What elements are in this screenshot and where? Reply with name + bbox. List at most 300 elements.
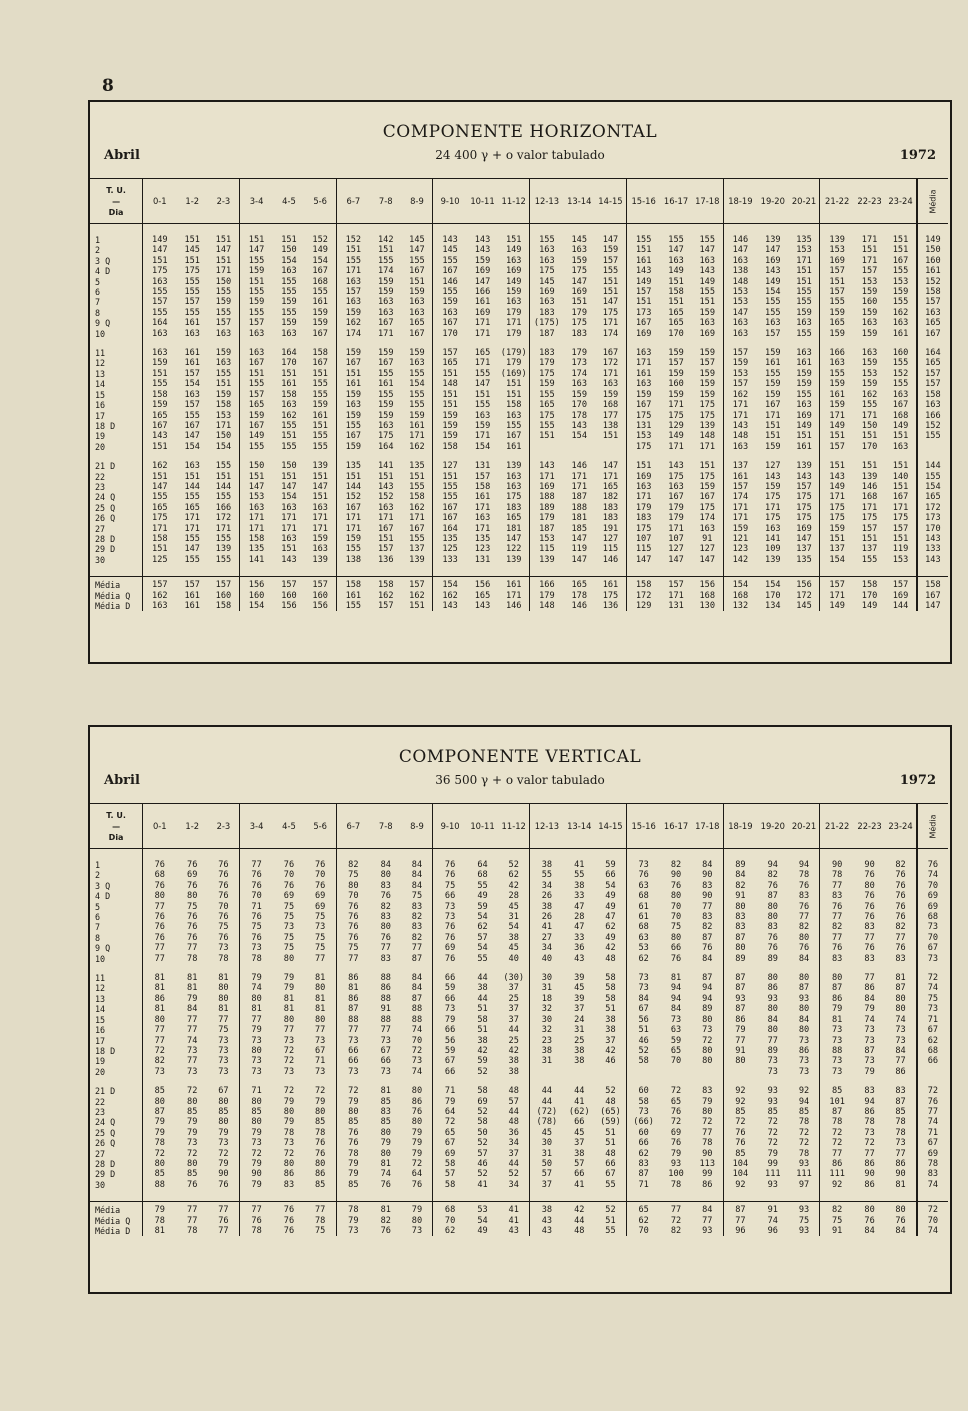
mean-value-cell: 158 bbox=[370, 577, 401, 591]
value-cell: 159 bbox=[571, 389, 588, 400]
value-cell: 167 bbox=[409, 266, 425, 277]
value-cell: 73 bbox=[239, 1067, 273, 1077]
day-label: 12 bbox=[95, 983, 106, 994]
value-cell: 101 bbox=[820, 1097, 854, 1107]
value-cell: 94 bbox=[670, 983, 682, 994]
value-cell: 93 bbox=[798, 993, 810, 1004]
value-cell: 169 bbox=[765, 255, 781, 266]
mean-value-cell: 168 bbox=[723, 591, 757, 601]
value-cell: 94 bbox=[670, 993, 682, 1004]
value-cell: 147 bbox=[143, 482, 177, 492]
value-cell: 161 bbox=[184, 358, 200, 369]
value-cell: 157 bbox=[820, 287, 854, 297]
value-cell: 155 bbox=[312, 389, 328, 400]
value-cell: 155 bbox=[474, 400, 491, 411]
value-cell: 159 bbox=[336, 534, 370, 544]
hour-header: 13-14 bbox=[564, 179, 595, 224]
value-cell: 77 bbox=[315, 953, 326, 964]
value-cell: 37 bbox=[605, 1035, 616, 1046]
daily-mean-cell: 165 bbox=[917, 358, 948, 368]
value-cell: 93 bbox=[767, 1096, 778, 1107]
value-cell: 170 bbox=[668, 328, 684, 339]
value-cell: 149 bbox=[312, 245, 328, 256]
value-cell: 170 bbox=[861, 441, 878, 452]
value-cell: 77 bbox=[702, 1127, 713, 1138]
value-cell: 47 bbox=[574, 901, 585, 912]
value-cell: 73 bbox=[315, 1066, 326, 1077]
value-cell: 86 bbox=[864, 983, 875, 994]
value-cell: 171 bbox=[571, 481, 588, 492]
value-cell: 57 bbox=[477, 932, 488, 943]
value-cell: 86 bbox=[767, 983, 778, 994]
value-cell: 155 bbox=[239, 256, 273, 266]
value-cell: 173 bbox=[571, 358, 588, 369]
value-cell: 73 bbox=[767, 1066, 778, 1077]
value-cell: 80 bbox=[336, 1107, 370, 1117]
mean-value-cell: 77 bbox=[239, 1202, 273, 1216]
value-cell: 151 bbox=[312, 368, 328, 379]
value-cell bbox=[564, 1067, 595, 1077]
value-cell: 171 bbox=[820, 411, 854, 421]
value-cell: 76 bbox=[239, 933, 273, 943]
value-cell: 168 bbox=[861, 492, 878, 503]
value-cell: 155 bbox=[433, 492, 467, 502]
daily-mean-cell: 76 bbox=[917, 860, 948, 870]
value-cell: 179 bbox=[668, 502, 684, 513]
table-row bbox=[90, 1180, 948, 1190]
value-cell: 80 bbox=[239, 1117, 273, 1127]
value-cell: 44 bbox=[508, 1106, 519, 1117]
value-cell: 76 bbox=[315, 880, 326, 891]
value-cell: 80 bbox=[798, 932, 810, 943]
hour-header: 12-13 bbox=[530, 179, 564, 224]
daily-mean-cell: 165 bbox=[917, 492, 948, 502]
daily-mean-cell: 157 bbox=[917, 379, 948, 389]
value-cell: 151 bbox=[312, 420, 328, 431]
value-cell: 80 bbox=[864, 880, 875, 891]
value-cell: 159 bbox=[215, 389, 232, 400]
value-cell: 159 bbox=[336, 308, 370, 318]
value-cell: 147 bbox=[239, 482, 273, 492]
value-cell: 155 bbox=[409, 389, 425, 400]
value-cell: 155 bbox=[892, 297, 909, 308]
value-cell: 139 bbox=[505, 554, 522, 565]
day-label: 26 Q bbox=[95, 1138, 116, 1149]
value-cell: 163 bbox=[505, 297, 522, 308]
value-cell bbox=[692, 1067, 723, 1077]
value-cell: 83 bbox=[283, 1179, 295, 1190]
value-cell: 93 bbox=[723, 994, 757, 1004]
value-cell: 163 bbox=[184, 328, 200, 339]
value-cell: 155 bbox=[699, 287, 715, 298]
table-row bbox=[90, 369, 948, 379]
value-cell: 72 bbox=[723, 1117, 757, 1127]
value-cell: 150 bbox=[239, 461, 273, 471]
table-row bbox=[90, 266, 948, 276]
value-cell: 37 bbox=[508, 1004, 519, 1015]
value-cell: 66 bbox=[574, 1169, 585, 1180]
value-cell: 62 bbox=[626, 1149, 660, 1159]
value-cell: 51 bbox=[626, 1025, 660, 1035]
value-cell: 77 bbox=[187, 1025, 198, 1036]
value-cell: 121 bbox=[723, 534, 757, 544]
value-cell: 78 bbox=[895, 1117, 906, 1128]
value-cell: 157 bbox=[820, 442, 854, 452]
value-cell: 175 bbox=[796, 492, 812, 503]
value-cell: 165 bbox=[602, 481, 619, 492]
value-cell: 159 bbox=[796, 368, 812, 379]
value-cell: 163 bbox=[861, 348, 878, 359]
value-cell: 66 bbox=[433, 1067, 467, 1077]
value-cell: 71 bbox=[239, 1086, 273, 1096]
mean-value-cell: 170 bbox=[861, 590, 878, 601]
value-cell: 161 bbox=[281, 379, 297, 390]
value-cell: 76 bbox=[864, 870, 875, 881]
value-cell: 159 bbox=[474, 420, 491, 431]
value-cell: 157 bbox=[184, 400, 200, 411]
mean-value-cell: 78 bbox=[239, 1226, 273, 1236]
value-cell: 79 bbox=[336, 1169, 370, 1179]
hour-header: 19-20 bbox=[757, 804, 788, 849]
value-cell: 175 bbox=[530, 411, 564, 421]
daily-mean-cell: 157 bbox=[917, 297, 948, 307]
mean-value-cell: 43 bbox=[530, 1226, 564, 1236]
mean-value-cell: 171 bbox=[820, 591, 854, 601]
value-cell: 159 bbox=[820, 308, 854, 318]
value-cell: 159 bbox=[409, 348, 425, 359]
value-cell: 73 bbox=[433, 902, 467, 912]
value-cell: 159 bbox=[377, 410, 394, 421]
value-cell: 61 bbox=[626, 902, 660, 912]
value-cell: 151 bbox=[143, 544, 177, 554]
value-cell: 73 bbox=[626, 1107, 660, 1117]
value-cell: 75 bbox=[218, 922, 229, 933]
value-cell: 183 bbox=[626, 513, 660, 523]
value-cell: 72 bbox=[702, 1117, 713, 1128]
day-label: 2 bbox=[95, 245, 101, 256]
day-label: 5 bbox=[95, 276, 101, 287]
day-label: 20 bbox=[95, 1066, 106, 1077]
value-cell: 151 bbox=[474, 389, 491, 400]
value-cell: 79 bbox=[239, 1025, 273, 1035]
value-cell: 166 bbox=[474, 287, 491, 298]
value-cell: 131 bbox=[474, 461, 491, 472]
value-cell bbox=[530, 1067, 564, 1077]
value-cell: 78 bbox=[798, 870, 810, 881]
value-cell: 151 bbox=[796, 266, 812, 277]
value-cell: 80 bbox=[315, 983, 326, 994]
value-cell: (66) bbox=[626, 1117, 660, 1127]
daily-mean-cell: 161 bbox=[917, 266, 948, 276]
daily-mean-cell: 72 bbox=[917, 1086, 948, 1096]
mean-value-cell: 155 bbox=[336, 601, 370, 611]
day-label: 23 bbox=[95, 481, 106, 492]
value-cell: 163 bbox=[143, 277, 177, 287]
value-cell: 76 bbox=[895, 870, 906, 881]
value-cell: 143 bbox=[765, 471, 781, 482]
value-cell: 48 bbox=[605, 1096, 616, 1107]
value-cell: 153 bbox=[723, 287, 757, 297]
table-row bbox=[90, 329, 948, 339]
value-cell: 77 bbox=[864, 932, 875, 943]
mean-value-cell: 157 bbox=[401, 577, 432, 591]
daily-mean-cell: 155 bbox=[917, 472, 948, 482]
value-cell: 86 bbox=[283, 1169, 295, 1180]
value-cell: 34 bbox=[530, 881, 564, 891]
header-label: T. U. bbox=[106, 185, 126, 195]
value-cell: 163 bbox=[699, 255, 715, 266]
mean-row bbox=[90, 577, 948, 591]
value-cell: 78 bbox=[143, 1138, 177, 1148]
value-cell: 145 bbox=[433, 245, 467, 255]
value-cell: 183 bbox=[530, 308, 564, 318]
value-cell: 71 bbox=[315, 1056, 326, 1067]
mean-value-cell: 161 bbox=[595, 577, 626, 591]
value-cell: 76 bbox=[239, 870, 273, 880]
table-row bbox=[90, 1004, 948, 1014]
mean-value-cell: 158 bbox=[626, 577, 660, 591]
mean-value-cell: 156 bbox=[281, 601, 297, 611]
vertical-component-table-block bbox=[88, 725, 952, 1294]
mean-value-cell: 38 bbox=[530, 1202, 564, 1216]
value-cell: 52 bbox=[477, 1138, 488, 1149]
value-cell: 171 bbox=[281, 513, 297, 524]
value-cell: 169 bbox=[571, 287, 588, 298]
value-cell: 163 bbox=[892, 318, 909, 329]
value-cell: 83 bbox=[380, 912, 391, 923]
value-cell: 155 bbox=[668, 235, 684, 245]
value-cell: 75 bbox=[315, 932, 326, 943]
value-cell: 151 bbox=[571, 297, 588, 308]
value-cell: 162 bbox=[409, 502, 425, 513]
value-cell: 137 bbox=[796, 544, 812, 555]
value-cell: 76 bbox=[798, 901, 810, 912]
value-cell: 165 bbox=[409, 318, 425, 329]
value-cell: 51 bbox=[605, 1127, 616, 1138]
value-cell: 86 bbox=[820, 994, 854, 1004]
daily-mean-cell: 67 bbox=[917, 1025, 948, 1035]
value-cell: 80 bbox=[283, 953, 295, 964]
value-cell: 81 bbox=[218, 1004, 229, 1015]
value-cell: 73 bbox=[798, 1066, 810, 1077]
value-cell: 161 bbox=[796, 358, 812, 369]
value-cell: 92 bbox=[723, 1180, 757, 1190]
value-cell: 155 bbox=[765, 368, 781, 379]
value-cell: 139 bbox=[861, 471, 878, 482]
value-cell: 78 bbox=[187, 953, 198, 964]
value-cell: 41 bbox=[574, 1179, 585, 1190]
value-cell: 73 bbox=[187, 1045, 198, 1056]
daily-mean-cell: 163 bbox=[917, 400, 948, 410]
value-cell: 90 bbox=[895, 1169, 906, 1180]
value-cell: 73 bbox=[864, 1127, 875, 1138]
value-cell: 165 bbox=[668, 318, 684, 329]
value-cell: 76 bbox=[798, 943, 810, 954]
value-cell: 84 bbox=[767, 1014, 778, 1025]
mean-value-cell: 62 bbox=[626, 1216, 660, 1226]
value-cell: 123 bbox=[474, 544, 491, 555]
value-cell: 161 bbox=[820, 390, 854, 400]
table-row bbox=[90, 318, 948, 328]
mean-value-cell: 157 bbox=[176, 577, 207, 591]
value-cell: 51 bbox=[477, 1025, 488, 1036]
daily-mean-cell: 76 bbox=[917, 1097, 948, 1107]
value-cell: 171 bbox=[723, 503, 757, 513]
value-cell: 142 bbox=[723, 555, 757, 565]
value-cell: 73 bbox=[798, 1035, 810, 1046]
value-cell: 111 bbox=[796, 1169, 812, 1180]
mean-value-cell: 76 bbox=[218, 1215, 229, 1226]
value-cell: 33 bbox=[574, 932, 585, 943]
value-cell: 151 bbox=[143, 472, 177, 482]
value-cell: 159 bbox=[312, 307, 328, 318]
value-cell: 139 bbox=[765, 554, 781, 565]
value-cell: 163 bbox=[820, 358, 854, 368]
value-cell: 163 bbox=[433, 308, 467, 318]
day-label: 14 bbox=[95, 379, 106, 390]
mean-value-cell: 163 bbox=[143, 601, 177, 611]
value-cell: 151 bbox=[892, 431, 909, 442]
hour-header: 17-18 bbox=[692, 179, 723, 224]
value-cell: (179) bbox=[500, 348, 527, 359]
value-cell: 163 bbox=[796, 400, 812, 411]
value-cell: 78 bbox=[798, 1148, 810, 1159]
mean-value-cell: 154 bbox=[723, 577, 757, 591]
value-cell: 171 bbox=[530, 472, 564, 482]
value-cell: 76 bbox=[187, 880, 198, 891]
value-cell: 66 bbox=[605, 870, 616, 881]
value-cell: 163 bbox=[796, 318, 812, 329]
value-cell: 151 bbox=[861, 461, 878, 472]
hour-header: 22-23 bbox=[854, 179, 885, 224]
value-cell: 169 bbox=[699, 328, 715, 339]
value-cell: 77 bbox=[143, 1036, 177, 1046]
daily-mean-cell: 74 bbox=[917, 983, 948, 993]
value-cell: 135 bbox=[474, 533, 491, 544]
value-cell: 80 bbox=[143, 1015, 177, 1025]
value-cell: 181 bbox=[571, 513, 588, 524]
value-cell: 151 bbox=[820, 431, 854, 441]
value-cell: 92 bbox=[798, 1086, 810, 1097]
value-cell: 147 bbox=[312, 481, 328, 492]
value-cell: 79 bbox=[336, 1159, 370, 1169]
day-label: 24 Q bbox=[95, 492, 116, 503]
value-cell: 38 bbox=[530, 860, 564, 870]
value-cell: 73 bbox=[239, 1138, 273, 1148]
value-cell: 77 bbox=[820, 881, 854, 891]
value-cell: 79 bbox=[315, 1096, 326, 1107]
daily-mean-cell: 143 bbox=[917, 555, 948, 565]
value-cell: 143 bbox=[723, 421, 757, 431]
value-cell: 144 bbox=[215, 481, 232, 492]
value-cell: 76 bbox=[723, 1138, 757, 1148]
value-cell: 84 bbox=[411, 860, 423, 870]
value-cell: 79 bbox=[283, 1117, 295, 1128]
value-cell: 179 bbox=[505, 358, 522, 369]
value-cell: 85 bbox=[143, 1086, 177, 1096]
value-cell: 163 bbox=[336, 297, 370, 307]
value-cell: 83 bbox=[411, 922, 423, 933]
value-cell: 175 bbox=[143, 513, 177, 523]
value-cell: 84 bbox=[187, 1004, 198, 1015]
value-cell: 39 bbox=[574, 993, 585, 1004]
value-cell: 76 bbox=[143, 860, 177, 870]
value-cell: 90 bbox=[218, 1169, 229, 1180]
value-cell: 73 bbox=[820, 1036, 854, 1046]
value-cell: 76 bbox=[767, 880, 778, 891]
value-cell: 127 bbox=[668, 544, 684, 555]
value-cell: 140 bbox=[892, 471, 909, 482]
value-cell: 73 bbox=[626, 860, 660, 870]
value-cell: 62 bbox=[508, 870, 519, 881]
value-cell: 163 bbox=[409, 297, 425, 308]
value-cell: 163 bbox=[723, 256, 757, 266]
value-cell: 80 bbox=[723, 902, 757, 912]
value-cell: 179 bbox=[530, 513, 564, 523]
value-cell: 84 bbox=[895, 1045, 906, 1056]
mean-value-cell: 77 bbox=[702, 1215, 713, 1226]
value-cell: 76 bbox=[283, 880, 295, 891]
value-cell: 171 bbox=[626, 358, 660, 368]
value-cell: 87 bbox=[723, 1004, 757, 1014]
value-cell: 155 bbox=[312, 287, 328, 298]
value-cell: 167 bbox=[602, 348, 619, 359]
value-cell: 155 bbox=[377, 389, 394, 400]
value-cell: 88 bbox=[380, 973, 391, 984]
value-cell: 26 bbox=[530, 891, 564, 901]
value-cell: 161 bbox=[626, 256, 660, 266]
mean-value-cell: 42 bbox=[564, 1202, 595, 1216]
day-label: 14 bbox=[95, 1004, 106, 1015]
value-cell: 171 bbox=[336, 524, 370, 534]
value-cell: 86 bbox=[864, 1158, 875, 1169]
value-cell: 157 bbox=[239, 318, 273, 328]
value-cell: 82 bbox=[767, 870, 778, 881]
value-cell: 76 bbox=[218, 912, 229, 923]
value-cell: 155 bbox=[143, 492, 177, 502]
value-cell: 34 bbox=[508, 1138, 519, 1149]
value-cell: 139 bbox=[409, 554, 425, 565]
value-cell: 81 bbox=[143, 983, 177, 993]
mean-value-cell: 134 bbox=[765, 601, 781, 611]
value-cell: 175 bbox=[626, 411, 660, 421]
table-row bbox=[90, 1056, 948, 1066]
value-cell: 67 bbox=[433, 1056, 467, 1066]
value-cell: 76 bbox=[895, 943, 906, 954]
value-cell: 86 bbox=[820, 1159, 854, 1169]
value-cell: 163 bbox=[505, 255, 522, 266]
value-cell: 138 bbox=[336, 555, 370, 565]
value-cell: 48 bbox=[605, 953, 616, 964]
value-cell: 159 bbox=[861, 328, 878, 339]
value-cell: 161 bbox=[377, 379, 394, 390]
day-label: 29 D bbox=[95, 1169, 116, 1180]
mean-value-cell: 62 bbox=[433, 1226, 467, 1236]
value-cell: 80 bbox=[239, 994, 273, 1004]
mean-value-cell: 54 bbox=[477, 1215, 488, 1226]
value-cell: 155 bbox=[184, 533, 200, 544]
value-cell: 49 bbox=[605, 891, 616, 902]
value-cell: 83 bbox=[380, 1106, 391, 1117]
value-cell: 85 bbox=[315, 1117, 326, 1128]
value-cell: 87 bbox=[723, 983, 757, 993]
value-cell: 151 bbox=[239, 369, 273, 379]
value-cell: 80 bbox=[411, 1086, 423, 1097]
value-cell: 80 bbox=[380, 1148, 391, 1159]
mean-value-cell: 167 bbox=[917, 591, 948, 601]
table-year: 1972 bbox=[899, 148, 936, 163]
value-cell: 163 bbox=[571, 245, 588, 256]
